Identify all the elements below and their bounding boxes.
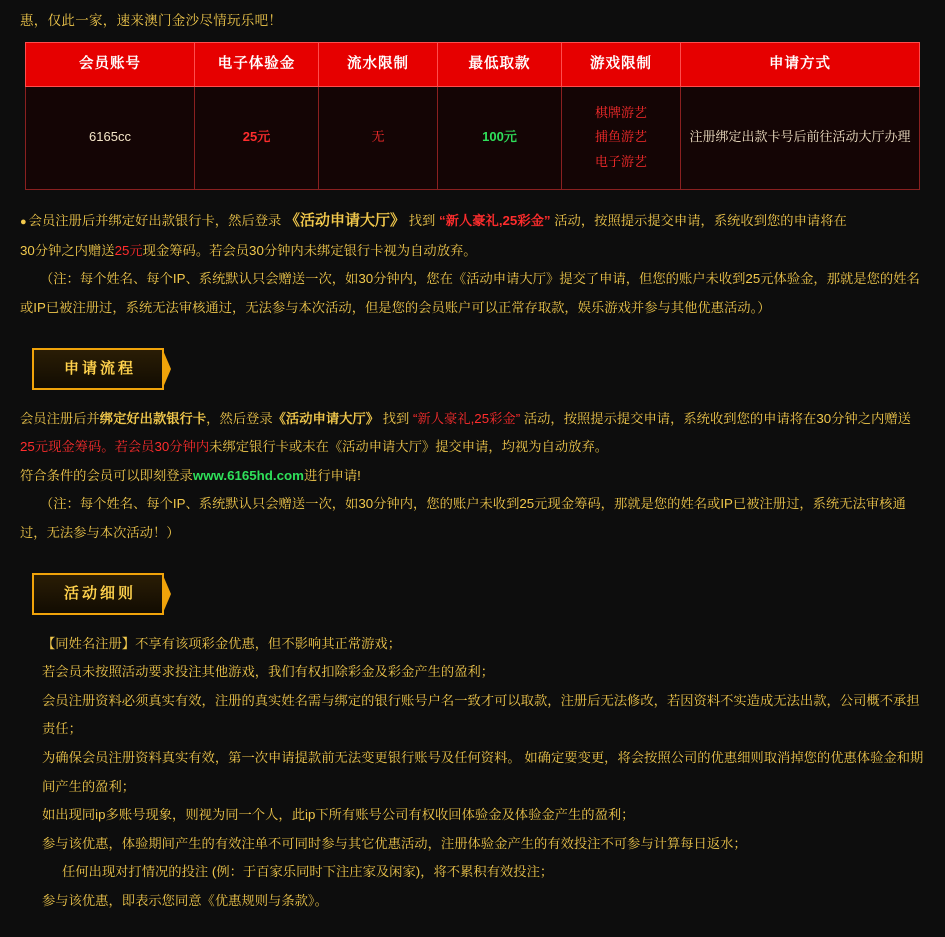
detail-paragraph [42,631,925,658]
detail-paragraph [42,659,925,686]
paragraph-text: 《活动申请大厅》 [272,410,380,426]
paragraph-text: 参与该优惠，即表示您同意《优惠规则与条款》。 [42,892,328,908]
detail-paragraph [42,745,925,772]
detail-paragraph [42,716,925,743]
paragraph-text: 过，无法参与本次活动！） [20,525,180,540]
detail-paragraph [20,463,925,490]
col-header-flow-limit: 流水限制 [319,42,438,86]
cell-game-limits [562,86,681,189]
paragraph-text: 会员注册资料必须真实有效，注册的真实姓名需与绑定的银行账号户名一致才可以取款，注册后无法修改，若因资料不实造成无法出款，公司概不承担 [42,692,920,708]
cell-account: 6165cc [26,86,195,189]
section-title: 活动细则 [32,573,164,615]
detail-paragraph [20,520,925,547]
top-note-paren-line-2: 或IP已被注册过，系统无法审核通过，无法参与本次活动，但是您的会员账户可以正常存取款，娱乐游戏并参与其他优惠活动。） [20,300,771,316]
note-hall-link[interactable]: 《活动申请大厅》 [285,211,406,229]
game-limit-item: 捕鱼游艺 [594,129,647,145]
paragraph-text: 间产生的盈利； [42,778,136,794]
site-url-link[interactable]: www.6165hd.com [192,467,304,483]
paragraph-text: 任何出现对打情况的投注 (例：于百家乐同时下注庄家及闲家)，将不累积有效投注； [61,864,554,880]
apply-process-body [20,406,925,547]
paragraph-text: 找到 [379,410,413,426]
cell-flow-limit: 无 [319,86,438,189]
paragraph-text: “新人豪礼,25彩金” [413,410,521,426]
detail-paragraph [20,406,925,433]
promotion-table [25,42,920,190]
detail-paragraph [20,434,925,461]
table-header-row [26,42,920,86]
col-header-game-limits: 游戏限制 [562,42,681,86]
note-text-2c: 现金筹码。若会员30分钟内未绑定银行卡视为自动放弃。 [142,242,477,258]
top-note-line-1 [20,206,925,236]
cell-min-withdraw: 100元 [438,86,562,189]
bullet-icon [20,213,29,228]
top-note-line-2 [20,238,925,265]
note-amount: 25元 [114,242,143,258]
detail-paragraph [20,491,925,518]
paragraph-text: 进行申请! [303,467,361,483]
section-header-activity-details [32,573,929,615]
detail-paragraph [42,888,925,915]
paragraph-text: （注：每个姓名、每个IP、系统默认只会赠送一次，如30分钟内，您的账户未收到25元现金筹码，那就是您的姓名或IP已被注册过，系统无法审核通 [39,496,906,512]
paragraph-text: 符合条件的会员可以即刻登录 [20,467,193,483]
game-limit-item: 电子游艺 [594,154,647,170]
activity-details-body [20,631,925,915]
top-notes [20,206,925,322]
cell-bonus: 25元 [195,86,319,189]
col-header-account: 会员账号 [26,42,195,86]
col-header-min-withdraw: 最低取款 [438,42,562,86]
detail-paragraph [42,802,925,829]
note-text-2a: 30分钟之内赠送 [20,242,115,258]
paragraph-text: 【同姓名注册】不享有该项彩金优惠，但不影响其正常游戏； [42,635,402,651]
paragraph-text: 会员注册后并 [20,410,100,426]
note-text-e: 活动，按照提示提交申请，系统收到您的申请将在 [550,212,847,228]
paragraph-text: ，然后登录 [206,410,273,426]
note-text-c: 找到 [405,212,439,228]
detail-paragraph [42,859,925,886]
paragraph-text: 绑定好出款银行卡 [99,410,207,426]
paragraph-text: 活动，按照提示提交申请，系统收到您的申请将在30分钟之内赠送 [520,410,911,426]
paragraph-text: 责任； [42,721,82,737]
col-header-bonus: 电子体验金 [195,42,319,86]
note-promo-name: “新人豪礼,25彩金” [439,212,551,228]
section-header-apply-process [32,348,929,390]
paragraph-text: 为确保会员注册资料真实有效，第一次申请提款前无法变更银行账号及任何资料。 如确定要变更，将会按照公司的优惠细则取消掉您的优惠体验金和期 [42,749,924,765]
detail-paragraph [42,831,925,858]
paragraph-text: 30分钟内 [154,439,210,455]
col-header-apply-method: 申请方式 [681,42,920,86]
intro-line: 惠，仅此一家，速来澳门金沙尽情玩乐吧！ [20,13,283,28]
detail-paragraph [42,688,925,715]
game-limit-item: 棋牌游艺 [594,104,647,120]
note-text-a: 会员注册后并绑定好出款银行卡，然后登录 [28,212,285,228]
cell-apply-method: 注册绑定出款卡号后前往活动大厅办理 [681,86,920,189]
paragraph-text: 未绑定银行卡或未在《活动申请大厅》提交申请，均视为自动放弃。 [209,439,609,455]
detail-paragraph [42,774,925,801]
paragraph-text: 若会员未按照活动要求投注其他游戏，我们有权扣除彩金及彩金产生的盈利； [42,664,495,680]
table-row [26,86,920,189]
section-title: 申请流程 [32,348,164,390]
paragraph-text: 参与该优惠，体验期间产生的有效注单不可同时参与其它优惠活动，注册体验金产生的有效投注不可参与计算每日返水； [42,835,747,851]
top-note-paren-line-1: （注：每个姓名、每个IP、系统默认只会赠送一次，如30分钟内，您在《活动申请大厅》提交了申请，但您的账户未收到25元体验金，那就是您的姓名 [39,271,920,287]
paragraph-text: 如出现同ip多账号现象，则视为同一个人，此ip下所有账号公司有权收回体验金及体验金产生的盈利； [42,807,635,823]
paragraph-text: 25元现金筹码。若会员 [20,439,155,455]
